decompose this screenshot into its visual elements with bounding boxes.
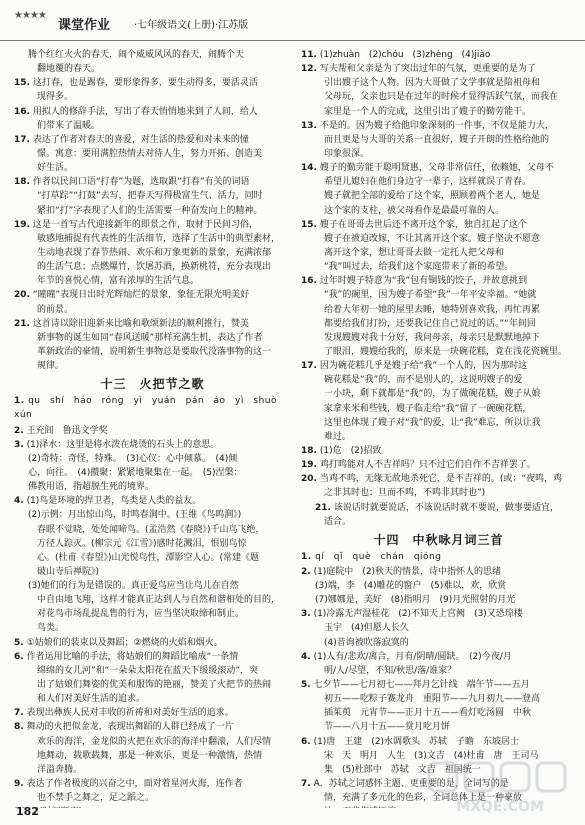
answer-text: 嫂子在哥哥去世后还不离开这个家，独自扛起了这个 (319, 219, 527, 230)
answer-line (14, 161, 291, 175)
answer-text: 过年时嫂子特意为“我”包有铜钱的饺子，并故意挑到 (319, 276, 528, 287)
answer-line (301, 593, 576, 607)
answer-text: 印象很深。 (315, 148, 370, 159)
answer-line (301, 48, 576, 62)
answer-text: 表达了作者对春天的喜爱，对生活的热爱和对未来的憧 (32, 134, 249, 145)
answer-text: “曈曈”表现日出时光辉灿烂的景象，象征无限光明美好 (32, 290, 250, 301)
answer-text: 新事物的诞生如同“春风送暖”那样充满生机，表达了作者 (28, 332, 263, 343)
answer-line (14, 76, 291, 90)
question-number: 19. (14, 219, 30, 230)
answer-line (14, 579, 291, 593)
answer-line (14, 175, 291, 189)
question-number: 21. (315, 502, 331, 513)
answer-line (301, 720, 576, 734)
question-number: 3. (301, 609, 311, 620)
answer-columns (0, 48, 585, 808)
answer-line (14, 317, 291, 331)
answer-text: 一小块，剩下就都是“我”的，为了做碗花糕，嫂子从娘 (315, 389, 541, 400)
question-number: 17. (14, 134, 30, 145)
question-number: 15. (301, 219, 317, 230)
answer-text: 嫂子在被迫改嫁，不让其离开这个家。嫂子坚决不愿意 (315, 233, 541, 244)
answer-line (14, 735, 291, 749)
answer-line (301, 565, 576, 579)
answer-text: 王充闾 鲁迅文学奖 (26, 425, 108, 436)
answer-text: 紧扣“打”字表现了人们的生活需要一种奋发向上的精神。 (28, 205, 263, 216)
question-number: 1. (14, 396, 25, 407)
answer-line (301, 735, 576, 749)
answer-line (301, 303, 576, 317)
answer-text: (1)唐 王建 (2)水调歌头 苏轼 子瞻 东坡居士 (313, 736, 520, 747)
answer-line (301, 607, 576, 621)
question-number: 2. (301, 566, 311, 577)
answer-text: 生动地表现了春节热闹、欢乐和万象更新的景象，充满浓郁 (28, 247, 272, 258)
watermark-text: MXQE.COM (456, 799, 544, 815)
answer-line (14, 189, 291, 203)
answer-line (14, 678, 291, 692)
answer-text: 集 (5)杜郎中 苏轼 文吉 祖国统一 (315, 764, 481, 775)
answer-line (301, 387, 576, 401)
question-number: 20. (14, 290, 30, 301)
answer-text: (1)zhuàn (2)chóu (3)zhèng (4)jiào (319, 50, 491, 60)
answer-line (301, 62, 576, 76)
series-brand: 课堂作业 (58, 18, 111, 33)
question-number: 20. (301, 474, 317, 485)
answer-line (14, 565, 291, 579)
answer-line (14, 621, 291, 635)
answer-text: (1)鸟是环境的捍卫者，鸟类是人类的益友。 (26, 496, 202, 507)
answer-text: qu shí háo róng yì yuán pán áo yì shuò (28, 396, 277, 407)
answer-line (301, 218, 576, 232)
question-number: 8. (14, 722, 24, 733)
answer-text: 家里是一个人的完成，这里引出了嫂子的勤劳能干。 (315, 106, 532, 117)
answer-text: 都要给我们打扮，还要我记住自己说过的话。”“年间回 (315, 318, 536, 329)
answer-text: 发现嫂嫂对我十分好，我问母亲，母亲只是默默地掉下 (315, 332, 541, 343)
question-number: 3. (14, 439, 24, 450)
answer-text: (1)庭院中 (2)秋天的情景，诗中指怀人的思绪 (313, 566, 502, 577)
left-column (14, 48, 291, 808)
answer-line (14, 246, 291, 260)
answer-line (301, 579, 576, 593)
question-number: 19. (301, 460, 317, 471)
answer-line (14, 90, 291, 104)
answer-line (301, 260, 576, 274)
answer-line (301, 444, 576, 458)
section-heading: 十四 中秋咏月词三首 (373, 532, 504, 547)
section-heading: 十三 火把节之歌 (100, 377, 205, 392)
answer-line (301, 664, 576, 678)
answer-line (14, 551, 291, 565)
answer-line (14, 345, 291, 359)
answer-line (14, 805, 291, 808)
question-number: 18. (14, 177, 30, 188)
answer-line (301, 288, 576, 302)
answer-line (14, 749, 291, 763)
answer-text: 中自由地飞翔，这样才能真正达到人与自然和谐相处的目的， (28, 595, 281, 606)
question-number: 13. (301, 120, 317, 131)
answer-text: 和人们对美好生活的追求。 (28, 694, 146, 705)
answer-line (14, 359, 291, 373)
question-number: 16. (301, 276, 317, 287)
question-number: 18. (301, 445, 317, 456)
answer-line (14, 650, 291, 664)
answer-text: 这个家的支柱，被父母看作是最最可靠的人。 (315, 205, 505, 216)
answer-text: 不是的。因为嫂子给他印象深刻的一件事，不仅是能力大， (319, 120, 554, 131)
answer-text: 们带来了温暖。 (28, 120, 101, 131)
answer-text: “我”叫过去，给我们这个家庭带来了新的希望。 (315, 262, 514, 273)
answer-line (14, 636, 291, 650)
answer-text: 因为碗花糕几乎是嫂子给“我”一个人的，因为那时这 (319, 361, 528, 372)
answer-line (14, 424, 291, 438)
answer-line (14, 763, 291, 777)
answer-text: 欢乐的海洋，金龙似的火把在欢乐的海洋中翻滚，人们尽情 (28, 736, 272, 747)
answer-text: (2)奇特：奇怪，特殊。 (3)心仪：心中倾慕。 (4)倾 (28, 453, 238, 464)
answer-text: 希望儿媳妇在他们身边守一辈子，这样就误了青春。 (315, 177, 532, 188)
answer-text: 这首诗以除旧迎新来比喻和歌颂新法的顺利推行，赞美 (32, 318, 249, 329)
answer-line (14, 105, 291, 119)
answer-line (14, 62, 291, 76)
answer-text: 离开这个家，想让哥哥去做一定托人把父母和 (315, 247, 505, 258)
answer-line (301, 373, 576, 387)
question-number: 5. (301, 680, 311, 691)
answer-text (33, 807, 82, 808)
answer-line (301, 430, 576, 444)
right-column (301, 48, 576, 808)
answer-text: (1)泽水：这里是将水泼在烧烫的石头上的意思。 (26, 439, 220, 450)
answer-text: qí qǐ què chán qióng (315, 551, 442, 562)
page-number: 182 (16, 805, 39, 818)
question-number: 4. (301, 651, 311, 662)
question-number: 17. (301, 361, 317, 372)
answer-text: 嫂子的勤劳能干聪明贤惠，父母非常信任，依赖她，父母不 (319, 163, 554, 174)
answer-line (301, 706, 576, 720)
watermark-logo-icon (425, 759, 575, 819)
answer-text: (7)娜娜是，美好 (8)指明月 (9)月光照射的月光 (315, 595, 516, 606)
answer-text: ①姑娘们的装束以及舞蹈；②燃烧的火焰和烟火。 (26, 637, 223, 648)
answer-text: (3)端，李 (4)雕花的窗户 (5)难以，欢，欣赏 (315, 581, 507, 592)
answer-line (14, 791, 291, 805)
book-subtitle: ·七年级语文(上册)·江苏版 (134, 20, 249, 31)
answer-text: A．苏轼之词感怀主题、更重要的是，全词写的是 (313, 779, 509, 790)
answer-line (301, 133, 576, 147)
answer-text: 明/人/尽望，不知/秋思/落/谁家？ (315, 665, 457, 676)
answer-line (301, 678, 576, 692)
answer-line (14, 720, 291, 734)
answer-text: 表现出彝族人民对丰收的祈祷和对美好生活的追求。 (26, 708, 234, 719)
answer-text: 心，向往。 (4)攒聚：紧紧地聚集在一起。 (5)涅槃： (28, 467, 243, 478)
question-number: 9. (14, 779, 24, 790)
answer-line (301, 246, 576, 260)
answer-text: 心。(杜甫《春望》)山光悦鸟性，潭影空人心。(常建《题 (28, 552, 260, 563)
answer-line (14, 466, 291, 480)
question-number: 16. (14, 106, 30, 117)
answer-text: 节——八月十五——赏月吃月饼 (315, 722, 451, 733)
answer-line (14, 48, 291, 62)
answer-line (301, 486, 576, 500)
answer-line (14, 593, 291, 607)
page-header (0, 0, 585, 41)
answer-text: “打草踪”“打鼓”去写，把春天写得极富生气、活力，同时 (28, 191, 263, 202)
answer-line (301, 147, 576, 161)
answer-text: 的生活气息；点燃爆竹，饮屠苏酒，换新桃符，充分表现出 (28, 262, 272, 273)
answer-line (14, 119, 291, 133)
answer-text: (3)她们的行为是错误的。真正爱鸟应当让鸟儿在自然 (28, 581, 239, 592)
question-number: 5. (14, 637, 24, 648)
answer-text: 宋 天 明月 人生 (3)文吉 (4)杜甫 唐 王司马 (315, 750, 539, 761)
answer-line (14, 288, 291, 302)
answer-text: 表达了作者极度的兴奋之中，面对着星河火海，连作者 (26, 779, 243, 790)
answer-text: 给着大年初一她的屋里去睡，她特别喜欢我，再忙再累 (315, 304, 541, 315)
answer-text: 难过。 (315, 431, 352, 442)
question-number: 14. (301, 163, 317, 174)
answer-line (14, 438, 291, 452)
answer-line (301, 402, 576, 416)
answer-text: 规律。 (28, 361, 65, 372)
answer-text: 佛教用语，指超脱生死的境界。 (28, 482, 155, 493)
answer-text: 写夫帮和父亲是为了突出过年的气氛，更重要的是为了 (319, 64, 536, 75)
answer-text: 该说话时就要说话，不该说话时就不要说，做事要适宜， (333, 502, 559, 513)
answer-line (14, 480, 291, 494)
answer-line (301, 650, 576, 664)
answer-text: 情，充满了多元化的色彩，全词总体上是一种豪放 (315, 793, 523, 804)
answer-line (301, 345, 576, 359)
answer-line (14, 537, 291, 551)
answer-line (301, 636, 576, 650)
answer-line (301, 472, 576, 486)
answer-text: 地舞动，载歌载舞，那是一种欢乐，更是一种激情，热情 (28, 750, 263, 761)
answer-line (301, 458, 576, 472)
answer-line (14, 777, 291, 791)
answer-line (14, 409, 291, 423)
answer-text: “我”的碗里，因为嫂子希望“我”一年平安幸福。“她就 (315, 290, 537, 301)
answer-line (301, 274, 576, 288)
answer-line (14, 494, 291, 508)
answer-text: 适合。 (315, 516, 352, 527)
question-number: 2. (14, 425, 24, 436)
answer-line (14, 303, 291, 317)
answer-text: (1)危 (2)招致 (319, 445, 382, 456)
question-number: 6. (301, 736, 311, 747)
answer-text: 鸡打鸣能对人不吉祥吗？只不过它们自作不吉祥罢了。 (319, 460, 536, 471)
answer-line (301, 119, 576, 133)
answer-line (301, 204, 576, 218)
watermark-logo (425, 759, 575, 819)
answer-text: 这是一首写古代迎接新年的即景之作，取材于民间习俗， (32, 219, 258, 230)
answer-line (301, 515, 576, 529)
answer-text: 了眼泪，嫂嫂给我的，原来是一块碗花糕，竟在浅花瓷碗里。 (315, 346, 568, 357)
answer-text: 绵绵的女儿河”和“一朵朵太阳花在蓝天下缓缓滚动”，突 (28, 665, 258, 676)
answer-text: 这里也体现了嫂子对“我”的爱，让“我”难忘，所以让我 (315, 417, 541, 428)
answer-text: 的前景。 (28, 304, 74, 315)
answer-text: 引出嫂子这个人物。因为大哥做了文学事就是陪祖母和 (315, 78, 541, 89)
answer-text: 作者以民间口语“打春”为题，选取跟“打春”有关的词语 (32, 177, 250, 188)
answer-line (14, 331, 291, 345)
answer-text: 鸟类。 (28, 623, 65, 634)
stars-decoration-icon: ★★★★ (14, 10, 46, 21)
answer-text: 家拿来米和些钱，嫂子临走给“我”留了一碗碗花糕， (315, 403, 532, 414)
answer-line (301, 105, 576, 119)
answer-line (301, 189, 576, 203)
question-number: 12. (301, 64, 317, 75)
answer-text: 父母玩，父亲也只是在过年的时候才显得活跃气氛，而我在 (315, 92, 559, 103)
answer-line (14, 133, 291, 147)
question-number: 7. (14, 708, 24, 719)
answer-text: 洋溢奔腾。 (28, 764, 83, 775)
answer-line (14, 395, 291, 409)
question-number: 11. (301, 50, 317, 60)
answer-text: 之非其时也；旦而不鸣，不鸣非其时也”) (315, 488, 486, 499)
answer-line (14, 664, 291, 678)
answer-text: (1)冷露无声湿桂花 (2)不知天上宫阙 (3)又恐琼楼 (313, 609, 523, 620)
answer-text: 现得多。 (28, 92, 74, 103)
answer-line (14, 204, 291, 218)
answer-line (301, 175, 576, 189)
answer-line (14, 508, 291, 522)
answer-text: 憬。寓意：要用满腔热情去对待人生，努力开拓、创造美 (28, 148, 263, 159)
answer-text: xún (14, 410, 33, 421)
answer-text: 翻地覆的春天。 (28, 64, 101, 75)
answer-line (14, 523, 291, 537)
answer-text: 出了姑娘们舞姿的优美和服饰的艳丽，赞美了火把节的热闹 (28, 680, 272, 691)
answer-line (301, 359, 576, 373)
answer-text: 插茱萸 元宵节——正月十五——看灯吃汤圆 中秋 (315, 708, 532, 719)
answer-text: (4)昔询被吹落寂寞的 (315, 637, 409, 648)
answer-line (301, 692, 576, 706)
answer-text: 敏感地捕捉有代表性的生活细节，选择了生活中的典型素材， (28, 233, 281, 244)
answer-line (301, 161, 576, 175)
answer-text: 当鸡不鸣，无缘无故地杀死它，是不吉祥的。(或：“夜鸣，鸡 (319, 474, 563, 485)
answer-line (14, 274, 291, 288)
answer-text: 春眠不觉晓，处处闻啼鸟。(孟浩然《春晓》)千山鸟飞绝， (28, 524, 265, 535)
question-number: 15. (14, 78, 30, 89)
answer-text: 年节的喜悦心情，富有浓厚的生活气息。 (28, 276, 200, 287)
question-number: 21. (14, 318, 30, 329)
answer-line (301, 317, 576, 331)
answer-line (14, 147, 291, 161)
answer-line (301, 232, 576, 246)
answer-text: 腾个红红火火的春天，闹个威威风风的春天，闹腾个天 (28, 50, 245, 60)
answer-line (301, 76, 576, 90)
answer-text: 破山寺后禅院》) (28, 566, 100, 577)
answer-line (14, 260, 291, 274)
answer-text: 也不禁手之舞之，足之蹈之。 (28, 793, 155, 804)
question-number: 1. (301, 551, 312, 562)
answer-text: 作者运用比喻的手法，将姑娘们的舞蹈比喻成“一条情 (26, 651, 239, 662)
answer-text: (2)示例：月出惊山鸟，时鸣春涧中。(王维《鸟鸣涧》) (28, 510, 242, 521)
answer-line (301, 331, 576, 345)
question-number: 4. (14, 496, 24, 507)
answer-text: 碗花糕是“我”的，而不是别人的，这说明嫂子的爱 (315, 375, 523, 386)
question-number: 7. (301, 779, 311, 790)
answer-line (301, 90, 576, 104)
answer-line (301, 501, 576, 515)
answer-line (14, 607, 291, 621)
answer-text: 舞动的火把似金龙，表现出舞蹈的人群已经成了一片 (26, 722, 234, 733)
answer-line (14, 692, 291, 706)
answer-text: (1)人有/悲欢/离合，月有/阴晴/圆缺。 (2)今夜/月 (313, 651, 512, 662)
answer-text: 七夕节——七月初七——拜月乞针线 端午节——五月 (313, 680, 530, 691)
answer-line (14, 218, 291, 232)
answer-text: 而且更是与大哥的关系一直很好，嫂子开朗的性格给他的 (315, 134, 550, 145)
question-number: 6. (14, 651, 24, 662)
answer-text: 初五——吃粽子赛龙舟 重阳节——九月初九——登高 (315, 694, 541, 705)
answer-line (301, 621, 576, 635)
answer-line (14, 452, 291, 466)
answer-text: 嫂子就把全部的爱给了这个家，照顾着两个老人，她是 (315, 191, 541, 202)
answer-line (14, 706, 291, 720)
answer-text: 万径人踪灭。(柳宗元《江雪》)感时花溅泪，恨别鸟惊 (28, 538, 247, 549)
answer-text: 好生活。 (28, 163, 74, 174)
answer-text: 革新政治的豪情，说明新生事物总是要取代没落事物的这一 (28, 346, 272, 357)
answer-line (301, 416, 576, 430)
answer-text: 这打春，也是踢春，要形象得多，要生动得多，要活灵活 (32, 78, 258, 89)
answer-text: 玉宇 (4)但愿人长久 (315, 623, 409, 634)
answer-line (14, 232, 291, 246)
answer-line (301, 551, 576, 565)
answer-text (315, 807, 405, 808)
answer-text: 用拟人的修辞手法，写出了春天悄悄地来到了人间，给人 (32, 106, 258, 117)
answer-text: 对花鸟市场乱捉乱售的行为，应当坚决取缔和制止。 (28, 609, 245, 620)
